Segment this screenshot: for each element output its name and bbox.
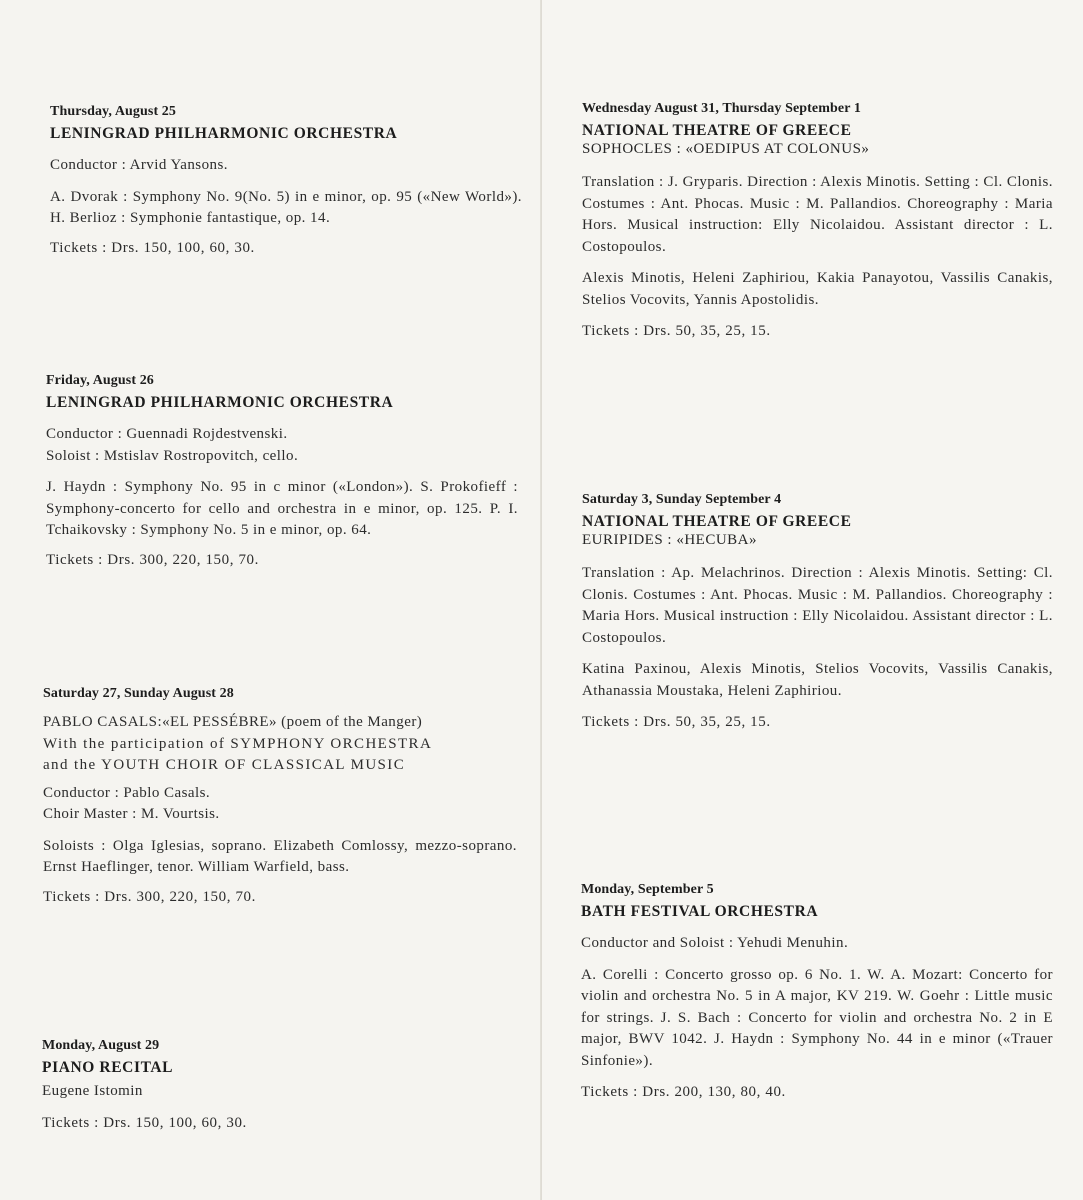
event-date: Monday, August 29 <box>42 1038 160 1053</box>
tickets-line: Tickets : Drs. 50, 35, 25, 15. <box>582 323 771 339</box>
event-title: LENINGRAD PHILHARMONIC ORCHESTRA <box>46 394 394 411</box>
event-sep-5 <box>581 882 1053 1101</box>
soloist-line: Soloist : Mstislav Rostropovitch, cello. <box>46 447 299 464</box>
event-aug-29 <box>42 1038 516 1132</box>
tickets-line: Tickets : Drs. 200, 130, 80, 40. <box>581 1084 786 1100</box>
cast-text: Alexis Minotis, Heleni Zaphiriou, Kakia Panayotou, Vassilis Canakis, Stelios Vocovits, Yannis Apostolidis. <box>582 270 1053 308</box>
event-aug-27-28 <box>43 686 517 906</box>
event-title: BATH FESTIVAL ORCHESTRA <box>581 903 819 920</box>
event-title: NATIONAL THEATRE OF GREECE <box>582 122 852 139</box>
conductor-line: Conductor : Guennadi Rojdestvenski. <box>46 426 288 442</box>
participation-line: With the participation of SYMPHONY ORCHESTRA <box>43 735 433 752</box>
event-date: Wednesday August 31, Thursday September 1 <box>582 101 861 116</box>
tickets-line: Tickets : Drs. 50, 35, 25, 15. <box>582 714 771 730</box>
tickets-line: Tickets : Drs. 300, 220, 150, 70. <box>46 551 260 568</box>
tickets-line: Tickets : Drs. 150, 100, 60, 30. <box>42 1114 247 1131</box>
play-title: EURIPIDES : «HECUBA» <box>582 532 758 548</box>
work-title: PABLO CASALS:«EL PESSÉBRE» (poem of the Manger) <box>43 714 423 730</box>
event-title: PIANO RECITAL <box>42 1059 174 1076</box>
program-text: A. Dvorak : Symphony No. 9(No. 5) in e minor, op. 95 («New World»). H. Berlioz : Symphonie fantastique, op. 14. <box>50 188 522 226</box>
soloists-text: Soloists : Olga Iglesias, soprano. Elizabeth Comlossy, mezzo-soprano. Ernst Haeflinger, tenor. William Warfield, bass. <box>43 837 517 875</box>
choir-master-line: Choir Master : M. Vourtsis. <box>43 806 220 822</box>
cast-text: Katina Paxinou, Alexis Minotis, Stelios Vocovits, Vassilis Canakis, Athanassia Moustaka, Heleni Zaphiriou. <box>582 661 1053 699</box>
left-page <box>0 0 541 1200</box>
credits-text: Translation : Ap. Melachrinos. Direction : Alexis Minotis. Setting: Cl. Clonis. Costumes : Ant. Phocas. Music : M. Pallandios. Choreography : Maria Hors. Musical instruction : Elly Nicolaidou. Assistant director : L. Costopoulos. <box>582 565 1053 646</box>
program-text: A. Corelli : Concerto grosso op. 6 No. 1. W. A. Mozart: Concerto for violin and orchestra No. 5 in A major, KV 219. W. Goehr : Little music for strings. J. S. Bach : Concerto for violin and orchestra No. 2 in E major, BWV 1042. J. Haydn : Symphony No. 44 in e minor («Trauer Sinfonie»). <box>581 966 1053 1069</box>
event-date: Saturday 27, Sunday August 28 <box>43 686 234 701</box>
event-aug-25 <box>50 104 522 257</box>
play-title: SOPHOCLES : «OEDIPUS AT COLONUS» <box>582 141 870 157</box>
tickets-line: Tickets : Drs. 300, 220, 150, 70. <box>43 888 257 905</box>
conductor-line: Conductor : Pablo Casals. <box>43 784 211 801</box>
event-title: LENINGRAD PHILHARMONIC ORCHESTRA <box>50 125 398 142</box>
event-date: Monday, September 5 <box>581 882 714 897</box>
event-date: Saturday 3, Sunday September 4 <box>582 492 782 507</box>
conductor-line: Conductor : Arvid Yansons. <box>50 157 228 173</box>
program-text: J. Haydn : Symphony No. 95 in c minor («London»). S. Prokofieff : Symphony-concerto for cello and orchestra in e minor, op. 125. P. I. Tchaikovsky : Symphony No. 5 in e minor, op. 64. <box>46 479 518 538</box>
credits-text: Translation : J. Gryparis. Direction : Alexis Minotis. Setting : Cl. Clonis. Costumes : Ant. Phocas. Music : M. Pallandios. Choreography : Maria Hors. Musical instruction: Elly Nicolaidou. Assistant director : L. Costopoulos. <box>582 174 1053 255</box>
right-page <box>542 0 1083 1200</box>
event-aug-26 <box>46 373 518 569</box>
event-title: NATIONAL THEATRE OF GREECE <box>582 513 852 530</box>
event-sep-3-4 <box>582 492 1053 731</box>
participation-line: and the YOUTH CHOIR OF CLASSICAL MUSIC <box>43 757 406 773</box>
conductor-line: Conductor and Soloist : Yehudi Menuhin. <box>581 935 849 951</box>
event-date: Friday, August 26 <box>46 373 154 388</box>
event-aug-31-sep-1 <box>582 101 1053 340</box>
event-date: Thursday, August 25 <box>50 104 177 119</box>
performer-line: Eugene Istomin <box>42 1083 143 1099</box>
tickets-line: Tickets : Drs. 150, 100, 60, 30. <box>50 239 255 256</box>
